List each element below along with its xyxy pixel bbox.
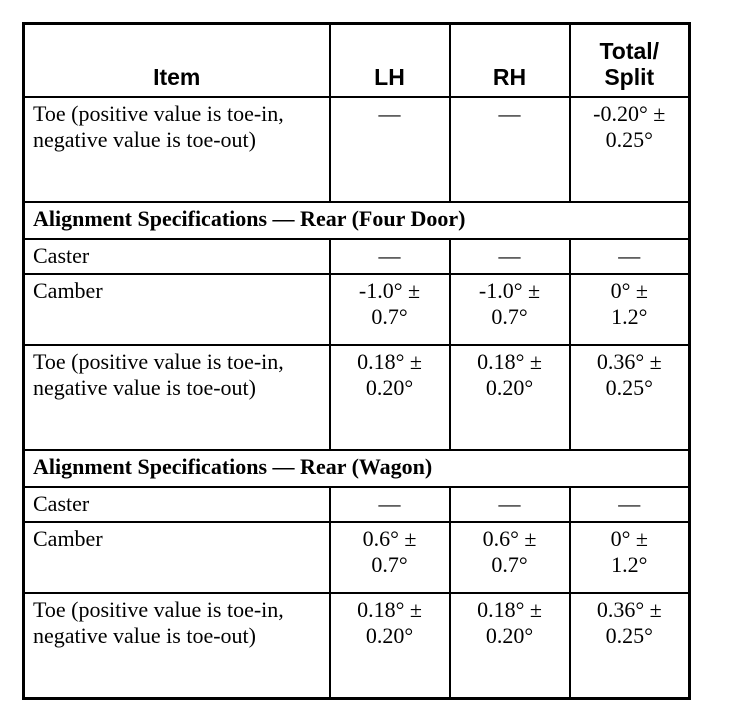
cell-item: Caster: [24, 487, 330, 522]
cell-total-line2: 0.25°: [605, 127, 653, 152]
cell-lh-line1: 0.18° ±: [357, 597, 422, 622]
table-row-four-door-camber: [24, 274, 690, 345]
cell-rh-line1: 0.18° ±: [477, 597, 542, 622]
cell-rh: —: [450, 487, 570, 522]
cell-rh: [450, 345, 570, 450]
cell-lh: [330, 274, 450, 345]
cell-rh: —: [450, 97, 570, 202]
cell-lh: [330, 593, 450, 699]
table-row-wagon-toe: [24, 593, 690, 699]
cell-lh: —: [330, 487, 450, 522]
cell-total-line1: 0° ±: [610, 278, 648, 303]
cell-lh: [330, 522, 450, 593]
cell-total-line2: 0.25°: [605, 375, 653, 400]
cell-rh-line1: 0.18° ±: [477, 349, 542, 374]
cell-lh: —: [330, 97, 450, 202]
cell-rh: [450, 274, 570, 345]
cell-lh: —: [330, 239, 450, 274]
cell-total: —: [570, 239, 690, 274]
cell-lh-line1: 0.18° ±: [357, 349, 422, 374]
cell-lh-line2: 0.20°: [365, 375, 414, 400]
cell-lh-line2: 0.7°: [371, 304, 408, 329]
cell-total-line2: 0.25°: [605, 623, 653, 648]
table-row-four-door-toe: [24, 345, 690, 450]
cell-rh: [450, 522, 570, 593]
cell-total: —: [570, 487, 690, 522]
cell-total: [570, 593, 690, 699]
table-row-wagon-camber: [24, 522, 690, 593]
cell-rh-line2: 0.20°: [485, 623, 534, 648]
cell-lh-line1: -1.0° ±: [358, 278, 421, 303]
cell-rh-line2: 0.7°: [491, 304, 528, 329]
cell-total-line1: 0.36° ±: [596, 597, 662, 622]
cell-total-line1: 0° ±: [610, 526, 648, 551]
cell-total: [570, 274, 690, 345]
section-heading-wagon: Alignment Specifications — Rear (Wagon): [24, 450, 690, 487]
cell-item: Camber: [24, 522, 330, 593]
alignment-spec-table: [22, 22, 691, 700]
section-row-wagon: [24, 450, 690, 487]
cell-rh: —: [450, 239, 570, 274]
cell-lh: [330, 345, 450, 450]
cell-item: Toe (positive value is toe-in, negative value is toe-out): [24, 97, 330, 202]
cell-total: [570, 345, 690, 450]
cell-rh-line1: 0.6° ±: [482, 526, 537, 551]
cell-item: Toe (positive value is toe-in, negative value is toe-out): [24, 345, 330, 450]
cell-rh: [450, 593, 570, 699]
cell-rh-line1: -1.0° ±: [478, 278, 541, 303]
header-lh: LH: [330, 24, 450, 98]
header-total-line2: Split: [604, 64, 655, 90]
cell-lh-line1: 0.6° ±: [362, 526, 417, 551]
cell-lh-line2: 0.20°: [365, 623, 414, 648]
header-total-split: [570, 24, 690, 98]
cell-total-line1: 0.36° ±: [596, 349, 662, 374]
cell-rh-line2: 0.7°: [491, 552, 528, 577]
cell-rh-line2: 0.20°: [485, 375, 534, 400]
cell-lh-line2: 0.7°: [371, 552, 408, 577]
cell-total: [570, 522, 690, 593]
cell-total-line1: -0.20° ±: [593, 101, 666, 126]
table-row-four-door-caster: [24, 239, 690, 274]
table-row-front-toe: [24, 97, 690, 202]
section-row-four-door: [24, 202, 690, 239]
cell-item: Caster: [24, 239, 330, 274]
section-heading-four-door: Alignment Specifications — Rear (Four Door): [24, 202, 690, 239]
cell-total: [570, 97, 690, 202]
header-item: Item: [24, 24, 330, 98]
header-row: [24, 24, 690, 98]
table-row-wagon-caster: [24, 487, 690, 522]
header-total-line1: Total/: [599, 38, 660, 64]
cell-item: Camber: [24, 274, 330, 345]
cell-total-line2: 1.2°: [611, 552, 648, 577]
cell-total-line2: 1.2°: [611, 304, 648, 329]
header-rh: RH: [450, 24, 570, 98]
cell-item: Toe (positive value is toe-in, negative value is toe-out): [24, 593, 330, 699]
